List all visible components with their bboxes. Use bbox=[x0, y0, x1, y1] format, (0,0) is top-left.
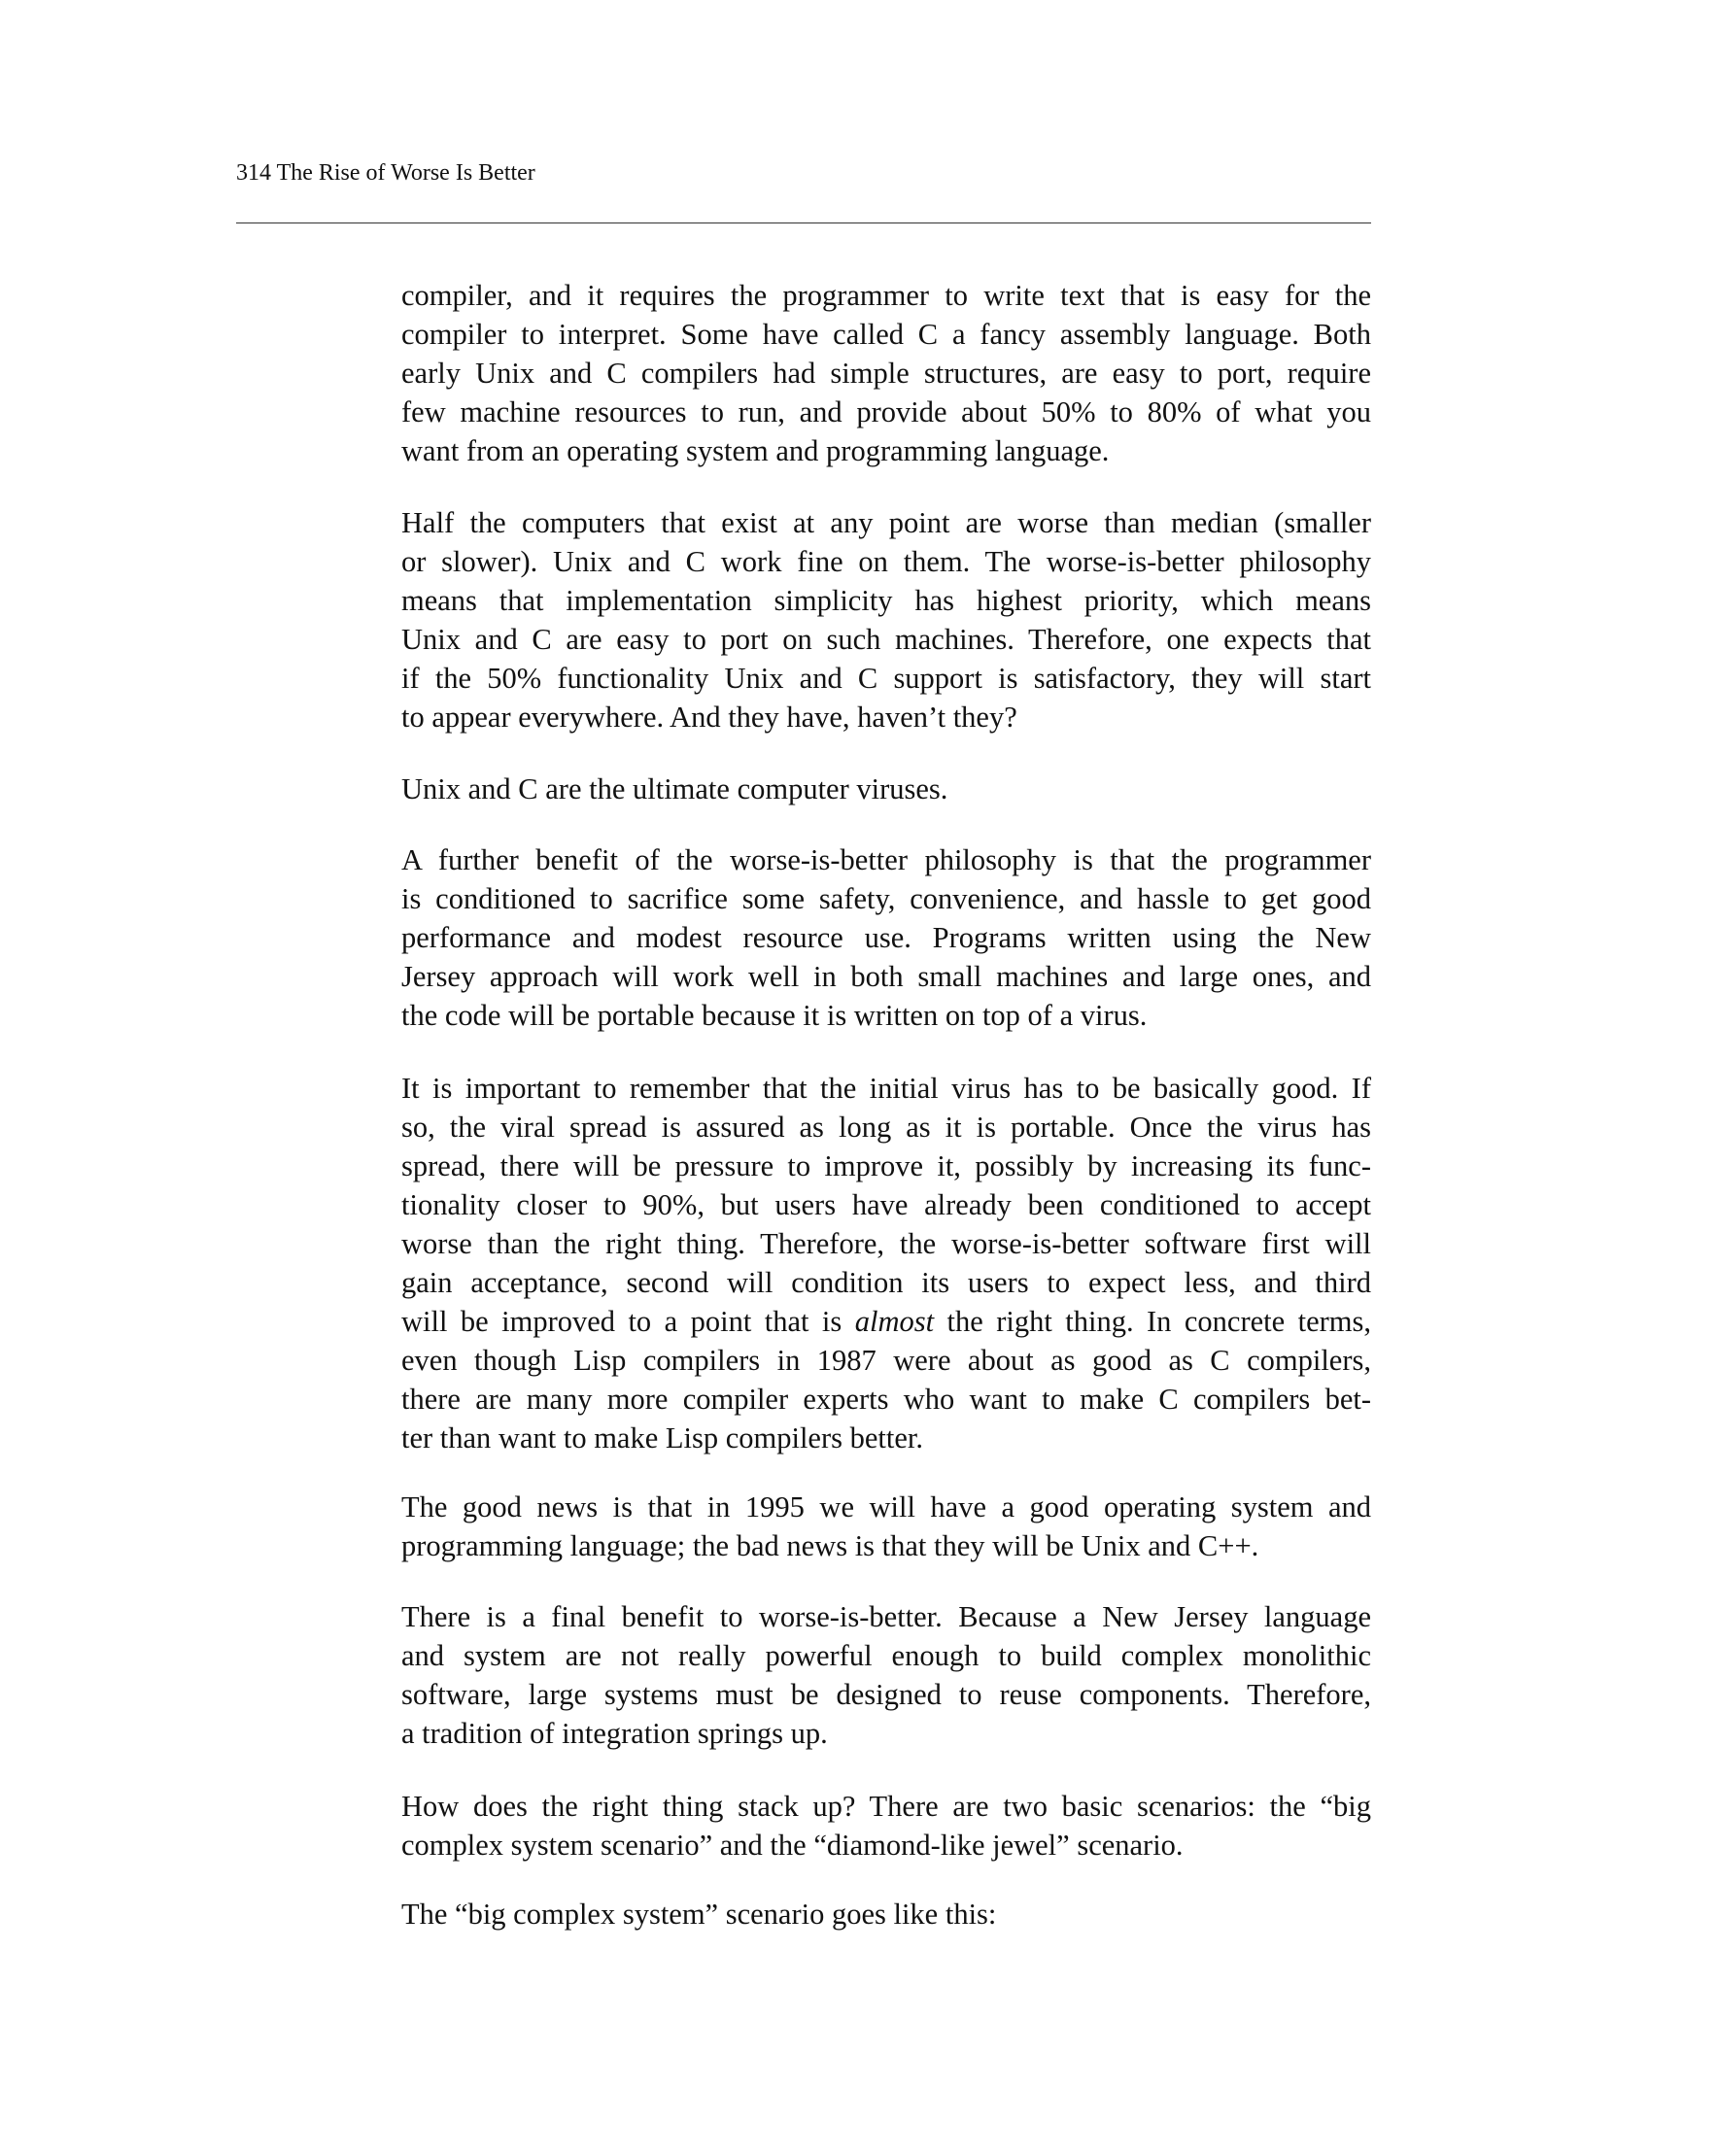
emphasis: almost bbox=[854, 1305, 935, 1338]
text-line: complex system scenario” and the “diamond-like jewel” scenario. bbox=[401, 1829, 1184, 1862]
text-line: performance and modest resource use. Programs written using the New bbox=[401, 921, 1371, 954]
text-line: compiler, and it requires the programmer to write text that is easy for the bbox=[401, 279, 1371, 312]
paragraph-4 bbox=[401, 840, 1371, 1035]
paragraph-7 bbox=[401, 1597, 1371, 1753]
text-line: Unix and C are easy to port on such machines. Therefore, one expects that bbox=[401, 623, 1371, 656]
text-line: Half the computers that exist at any point are worse than median (smaller bbox=[401, 506, 1371, 539]
text-line: Unix and C are the ultimate computer viruses. bbox=[401, 772, 948, 805]
text-line: to appear everywhere. And they have, haven’t they? bbox=[401, 701, 1017, 734]
text-line: There is a final benefit to worse-is-better. Because a New Jersey language bbox=[401, 1600, 1371, 1633]
paragraph-5 bbox=[401, 1069, 1371, 1457]
text-line: gain acceptance, second will condition its users to expect less, and third bbox=[401, 1266, 1371, 1299]
paragraph-9 bbox=[401, 1895, 1371, 1934]
text-line: if the 50% functionality Unix and C support is satisfactory, they will start bbox=[401, 662, 1371, 695]
text-line: so, the viral spread is assured as long as it is portable. Once the virus has bbox=[401, 1111, 1371, 1144]
text-line: there are many more compiler experts who want to make C compilers bet- bbox=[401, 1383, 1371, 1416]
text-line: The “big complex system” scenario goes like this: bbox=[401, 1898, 997, 1931]
text-line: It is important to remember that the initial virus has to be basically good. If bbox=[401, 1072, 1371, 1105]
text-line: want from an operating system and programming language. bbox=[401, 434, 1110, 467]
paragraph-8 bbox=[401, 1787, 1371, 1865]
text-line: is conditioned to sacrifice some safety, convenience, and hassle to get good bbox=[401, 882, 1371, 915]
text-line: early Unix and C compilers had simple structures, are easy to port, require bbox=[401, 357, 1371, 390]
text-line: The good news is that in 1995 we will have a good operating system and bbox=[401, 1490, 1371, 1523]
text-line: even though Lisp compilers in 1987 were about as good as C compilers, bbox=[401, 1344, 1371, 1377]
running-header: 314 The Rise of Worse Is Better bbox=[236, 160, 535, 186]
text-line: programming language; the bad news is that they will be Unix and C++. bbox=[401, 1529, 1259, 1562]
paragraph-3 bbox=[401, 770, 1371, 808]
text-line: A further benefit of the worse-is-better philosophy is that the programmer bbox=[401, 843, 1371, 876]
text-line: compiler to interpret. Some have called C a fancy assembly language. Both bbox=[401, 318, 1371, 351]
text-line: spread, there will be pressure to improve it, possibly by increasing its func- bbox=[401, 1149, 1371, 1182]
text-line: means that implementation simplicity has highest priority, which means bbox=[401, 584, 1371, 617]
text-line: will be improved to a point that is almost the right thing. In concrete terms, bbox=[401, 1305, 1371, 1338]
text-line: tionality closer to 90%, but users have already been conditioned to accept bbox=[401, 1188, 1371, 1221]
text-line: software, large systems must be designed to reuse components. Therefore, bbox=[401, 1678, 1371, 1711]
text-line: few machine resources to run, and provide about 50% to 80% of what you bbox=[401, 395, 1371, 428]
paragraph-6 bbox=[401, 1488, 1371, 1565]
text-line: and system are not really powerful enough to build complex monolithic bbox=[401, 1639, 1371, 1672]
text-line: a tradition of integration springs up. bbox=[401, 1717, 828, 1750]
text-line: Jersey approach will work well in both small machines and large ones, and bbox=[401, 960, 1371, 993]
text-line: How does the right thing stack up? There are two basic scenarios: the “big bbox=[401, 1790, 1371, 1823]
text-line: worse than the right thing. Therefore, the worse-is-better software first will bbox=[401, 1227, 1371, 1260]
header-rule bbox=[236, 222, 1371, 223]
paragraph-2 bbox=[401, 503, 1371, 736]
text-line: the code will be portable because it is written on top of a virus. bbox=[401, 999, 1148, 1032]
text-line: or slower). Unix and C work fine on them. The worse-is-better philosophy bbox=[401, 545, 1371, 578]
paragraph-1 bbox=[401, 276, 1371, 470]
text-line: ter than want to make Lisp compilers better. bbox=[401, 1421, 923, 1454]
